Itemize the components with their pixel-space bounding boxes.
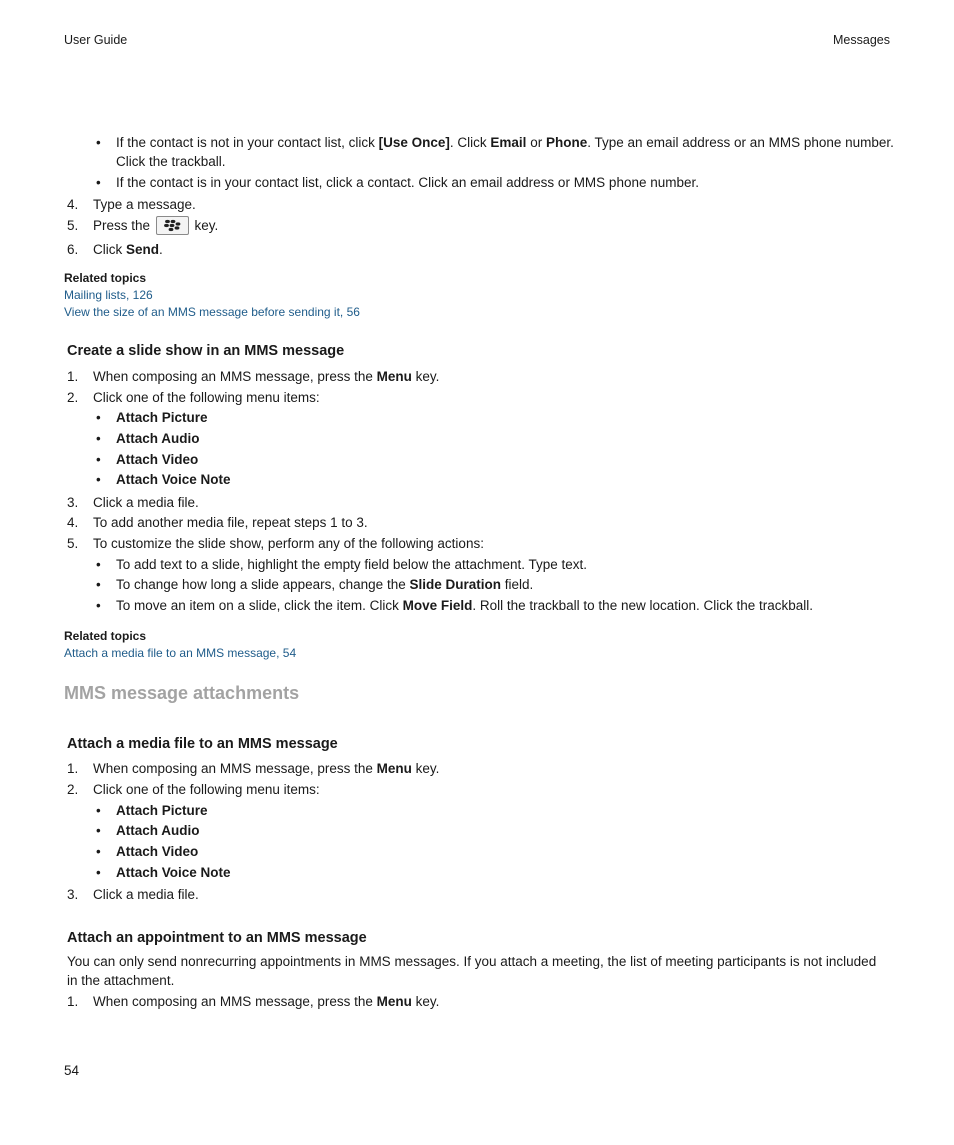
bullet-marker: •	[96, 135, 101, 150]
step-press-menu: When composing an MMS message, press the Menu key.	[93, 761, 440, 776]
bullet-marker: •	[96, 452, 101, 467]
menu-item-attach-video: Attach Video	[116, 452, 199, 467]
step-number: 5.	[67, 218, 79, 233]
bullet-marker: •	[96, 410, 101, 425]
paragraph-nonrecurring-cont: in the attachment.	[67, 973, 175, 988]
heading-create-slide-show: Create a slide show in an MMS message	[67, 343, 345, 359]
paragraph-nonrecurring: You can only send nonrecurring appointments in MMS messages. If you attach a meeting, the list of meeting participants is not included	[67, 954, 877, 969]
step-number: 3.	[67, 887, 79, 902]
menu-item-attach-audio: Attach Audio	[116, 823, 200, 838]
bullet-marker: •	[96, 803, 101, 818]
step-click-media-file: Click a media file.	[93, 887, 199, 902]
step-number: 4.	[67, 197, 79, 212]
link-view-mms-size[interactable]: View the size of an MMS message before sending it, 56	[64, 305, 360, 319]
menu-item-attach-video: Attach Video	[116, 844, 199, 859]
blackberry-menu-key-icon	[156, 216, 189, 235]
link-mailing-lists[interactable]: Mailing lists, 126	[64, 288, 153, 302]
bullet-marker: •	[96, 823, 101, 838]
step-click-menu-item: Click one of the following menu items:	[93, 782, 320, 797]
bullet-marker: •	[96, 557, 101, 572]
bullet-unknown-contact: If the contact is not in your contact list, click [Use Once]. Click Email or Phone. Type an email address or an MMS phone number.	[116, 135, 894, 150]
step-number: 2.	[67, 390, 79, 405]
step-click-media-file: Click a media file.	[93, 495, 199, 510]
heading-attach-appointment: Attach an appointment to an MMS message	[67, 930, 367, 946]
step-press-menu: When composing an MMS message, press the Menu key.	[93, 994, 440, 1009]
step-number: 1.	[67, 369, 79, 384]
step-add-another: To add another media file, repeat steps 1 to 3.	[93, 515, 368, 530]
menu-item-attach-picture: Attach Picture	[116, 803, 208, 818]
step-number: 1.	[67, 761, 79, 776]
action-slide-duration: To change how long a slide appears, change the Slide Duration field.	[116, 577, 534, 592]
step-click-menu-item: Click one of the following menu items:	[93, 390, 320, 405]
bullet-marker: •	[96, 472, 101, 487]
step-press-menu: When composing an MMS message, press the Menu key.	[93, 369, 440, 384]
header-left: User Guide	[64, 33, 128, 47]
step-number: 1.	[67, 994, 79, 1009]
bullet-unknown-contact-cont: Click the trackball.	[116, 154, 226, 169]
step-number: 2.	[67, 782, 79, 797]
section-title-mms-attachments: MMS message attachments	[64, 683, 300, 703]
action-move-item: To move an item on a slide, click the item. Click Move Field. Roll the trackball to the new location. Click the trackball.	[116, 598, 814, 613]
link-attach-media-file[interactable]: Attach a media file to an MMS message, 54	[64, 646, 297, 660]
related-topics-title: Related topics	[64, 271, 147, 285]
bullet-marker: •	[96, 598, 101, 613]
step-click-send: Click Send.	[93, 242, 163, 257]
step-press-key: Press the key.	[93, 217, 218, 236]
related-topics-title: Related topics	[64, 629, 147, 643]
bullet-marker: •	[96, 865, 101, 880]
bullet-marker: •	[96, 431, 101, 446]
action-add-text: To add text to a slide, highlight the empty field below the attachment. Type text.	[116, 557, 588, 572]
step-number: 4.	[67, 515, 79, 530]
bullet-known-contact: If the contact is in your contact list, click a contact. Click an email address or MMS phone number.	[116, 175, 700, 190]
bullet-marker: •	[96, 175, 101, 190]
menu-item-attach-voice-note: Attach Voice Note	[116, 865, 231, 880]
step-type-message: Type a message.	[93, 197, 196, 212]
step-number: 5.	[67, 536, 79, 551]
menu-item-attach-picture: Attach Picture	[116, 410, 208, 425]
step-number: 3.	[67, 495, 79, 510]
heading-attach-media: Attach a media file to an MMS message	[67, 736, 338, 752]
header-right: Messages	[833, 33, 890, 47]
step-number: 6.	[67, 242, 79, 257]
step-customize: To customize the slide show, perform any of the following actions:	[93, 536, 484, 551]
menu-item-attach-voice-note: Attach Voice Note	[116, 472, 231, 487]
bullet-marker: •	[96, 844, 101, 859]
bullet-marker: •	[96, 577, 101, 592]
menu-item-attach-audio: Attach Audio	[116, 431, 200, 446]
page-number: 54	[64, 1063, 80, 1078]
